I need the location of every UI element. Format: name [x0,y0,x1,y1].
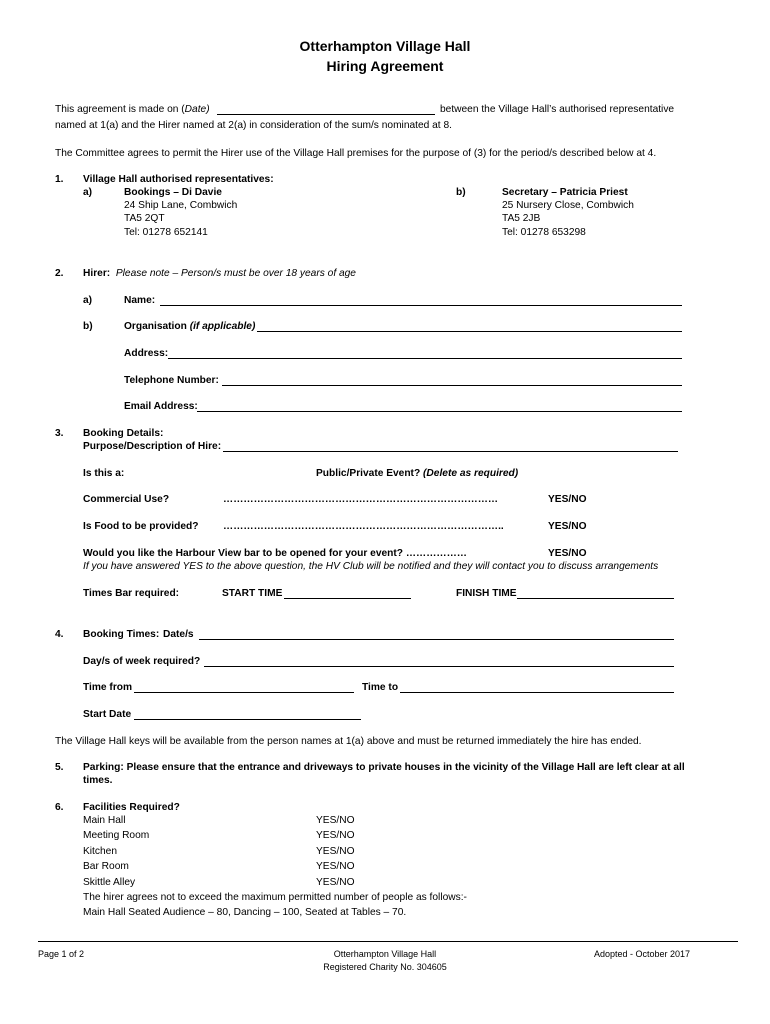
rep-b-address-1: 25 Nursery Close, Combwich [502,200,634,211]
commercial-use-yes-no[interactable]: YES/NO [548,494,587,505]
times-bar-label: Times Bar required: [83,588,180,599]
section-6-number: 6. [55,802,64,813]
facility-name: Main Hall [83,815,126,826]
days-field[interactable] [204,666,674,667]
commercial-use-label: Commercial Use? [83,494,170,505]
commercial-use-dots: ……………………………………………………………………… [223,494,499,505]
telephone-label: Telephone Number: [124,375,219,386]
facility-name: Kitchen [83,846,117,857]
address-field[interactable] [168,358,682,359]
section-4-number: 4. [55,629,64,640]
time-to-field[interactable] [400,692,674,693]
facility-name: Bar Room [83,861,129,872]
facility-yes-no[interactable]: YES/NO [316,830,355,841]
email-field[interactable] [197,411,682,412]
start-time-label: START TIME [222,588,283,599]
facility-yes-no[interactable]: YES/NO [316,877,355,888]
rep-a-address-2: TA5 2QT [124,213,165,224]
organisation-field[interactable] [257,331,682,332]
hirer-b-label: b) [83,321,93,332]
purpose-label: Purpose/Description of Hire: [83,441,222,452]
footer-charity: Registered Charity No. 304605 [323,962,447,972]
start-date-label: Start Date [83,709,132,720]
section-5-number: 5. [55,762,64,773]
email-label: Email Address: [124,401,198,412]
finish-time-label: FINISH TIME [456,588,517,599]
section-1-number: 1. [55,174,64,185]
start-date-field[interactable] [134,719,361,720]
facility-yes-no[interactable]: YES/NO [316,846,355,857]
facility-yes-no[interactable]: YES/NO [316,861,355,872]
section-1-heading: Village Hall authorised representatives: [83,174,274,185]
purpose-field[interactable] [223,451,678,452]
telephone-field[interactable] [222,385,682,386]
keys-text: The Village Hall keys will be available from the person names at 1(a) above and must be returned immediately the hire has ended. [55,736,642,747]
hirer-name-field[interactable] [160,305,682,306]
page-number: Page 1 of 2 [38,949,85,959]
footer-divider [38,941,738,942]
footer-org: Otterhampton Village Hall [333,949,437,959]
intro-line-2: named at 1(a) and the Hirer named at 2(a) in consideration of the sum/s nominated at 8. [55,120,452,131]
rep-a-label: a) [83,187,93,198]
address-label: Address: [124,348,169,359]
days-label: Day/s of week required? [83,656,201,667]
organisation-label: Organisation (if applicable) [124,321,256,332]
capacity-text-1: The hirer agrees not to exceed the maximum permitted number of people as follows:- [83,892,467,903]
footer-adopted: Adopted - October 2017 [594,949,691,959]
intro-line-1: This agreement is made on (Date) [55,104,210,115]
rep-b-label: b) [456,187,466,198]
rep-a-address-1: 24 Ship Lane, Combwich [124,200,238,211]
rep-a-telephone: Tel: 01278 652141 [124,227,208,238]
facility-name: Skittle Alley [83,877,136,888]
event-type-question[interactable]: Public/Private Event? (Delete as required) [316,468,519,479]
bar-question: Would you like the Harbour View bar to be opened for your event? ……………… [83,548,467,559]
food-yes-no[interactable]: YES/NO [548,521,587,532]
page-subtitle: Hiring Agreement [326,58,444,74]
rep-b-name: Secretary – Patricia Priest [502,187,628,198]
booking-times-label: Booking Times: [83,629,160,640]
section-3-heading: Booking Details: [83,428,164,439]
section-3-number: 3. [55,428,64,439]
bar-finish-time-field[interactable] [517,598,674,599]
rep-b-telephone: Tel: 01278 653298 [502,227,586,238]
bar-note: If you have answered YES to the above question, the HV Club will be notified and they will contact you to discuss arrangements [83,561,659,572]
parking-text-1: Parking: Please ensure that the entrance and driveways to private houses in the vicinity of the Village Hall are left clear at all [83,762,685,773]
rep-b-address-2: TA5 2JB [502,213,541,224]
facility-yes-no[interactable]: YES/NO [316,815,355,826]
agreement-date-field[interactable] [217,114,435,115]
dates-label: Date/s [163,629,194,640]
facility-name: Meeting Room [83,830,150,841]
food-dots: ……………………………………………………………………….. [223,521,504,532]
time-to-label: Time to [362,682,399,693]
parking-text-2: times. [83,775,113,786]
bar-yes-no[interactable]: YES/NO [548,548,587,559]
hirer-a-label: a) [83,295,93,306]
hirer-name-label: Name: [124,295,156,306]
time-from-label: Time from [83,682,133,693]
is-this-label: Is this a: [83,468,125,479]
rep-a-name: Bookings – Di Davie [124,187,222,198]
capacity-text-2: Main Hall Seated Audience – 80, Dancing – 100, Seated at Tables – 70. [83,907,407,918]
bar-start-time-field[interactable] [284,598,411,599]
intro-paragraph-2: The Committee agrees to permit the Hirer use of the Village Hall premises for the purpose of (3) for the period/s described below at 4. [55,148,657,159]
dates-field[interactable] [199,639,674,640]
page-title: Otterhampton Village Hall [299,38,471,54]
section-2-number: 2. [55,268,64,279]
section-2-heading: Hirer: Please note – Person/s must be over 18 years of age [83,268,356,279]
food-label: Is Food to be provided? [83,521,199,532]
intro-line-1-end: between the Village Hall’s authorised representative [440,104,675,115]
time-from-field[interactable] [134,692,354,693]
facilities-heading: Facilities Required? [83,802,180,813]
